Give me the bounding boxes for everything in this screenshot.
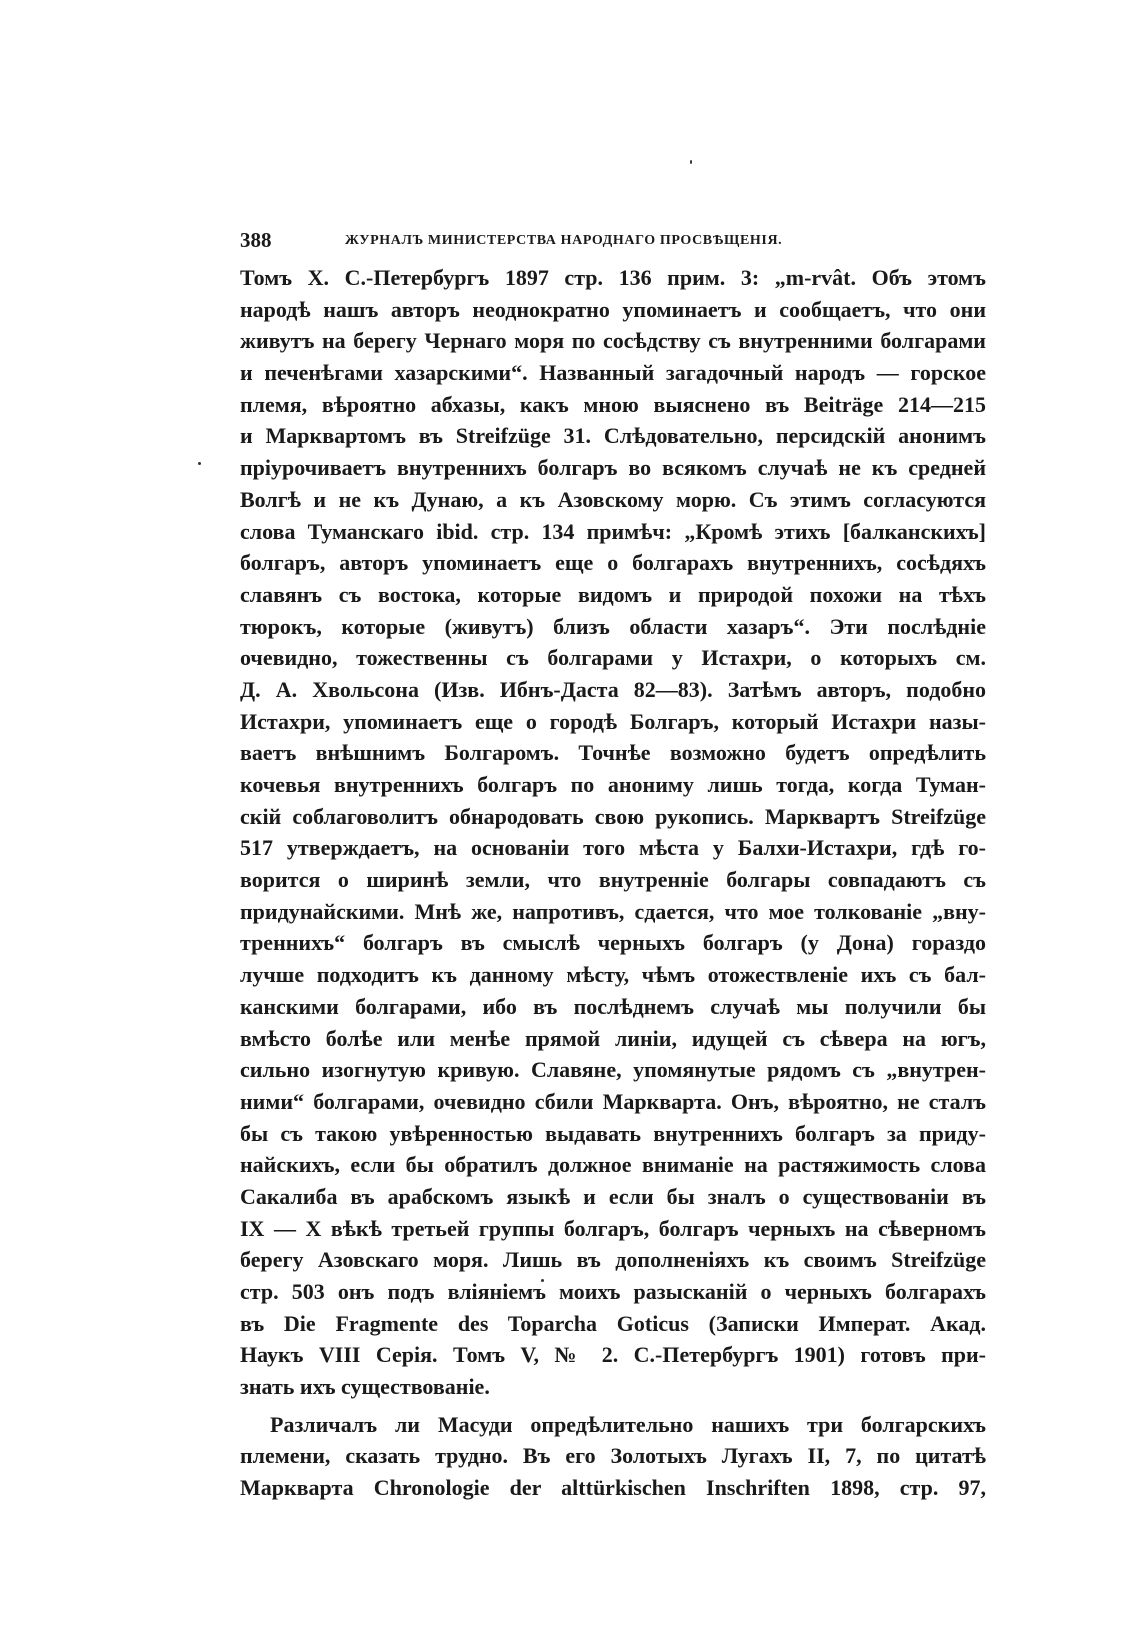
text-line: канскими болгарами, ибо въ послѣднемъ случаѣ мы получили бы	[240, 993, 986, 1019]
text-line: въ Die Fragmente des Toparcha Goticus (Записки Императ. Акад.	[240, 1310, 986, 1336]
text-line: Сакалиба въ арабскомъ языкѣ и если бы зналъ о существованіи въ	[240, 1183, 986, 1209]
text-line: Наукъ VIII Серія. Томъ V, № 2. С.-Петербургъ 1901) готовъ при-	[240, 1342, 986, 1368]
text-line: сильно изогнутую кривую. Славяне, упомянутые рядомъ съ „внутрен-	[240, 1057, 986, 1083]
body-text	[240, 262, 986, 1504]
text-line: и Марквартомъ въ Streifzüge 31. Слѣдовательно, персидскій анонимъ	[240, 423, 986, 449]
text-line: Маркварта Chronologie der alttürkischen Inschriften 1898, стр. 97,	[240, 1475, 986, 1501]
text-line: славянъ съ востока, которые видомъ и природой похожи на тѣхъ	[240, 581, 986, 607]
text-line: Д. А. Хвольсона (Изв. Ибнъ-Даста 82—83). Затѣмъ авторъ, подобно	[240, 676, 986, 702]
text-line: племени, сказать трудно. Въ его Золотыхъ Лугахъ II, 7, по цитатѣ	[240, 1443, 986, 1469]
running-title: ЖУРНАЛЪ МИНИСТЕРСТВА НАРОДНАГО ПРОСВѢЩЕНІЯ.	[345, 233, 783, 248]
text-line: вмѣсто болѣе или менѣе прямой линіи, идущей съ сѣвера на югъ,	[240, 1025, 986, 1051]
text-line: болгаръ, авторъ упоминаетъ еще о болгарахъ внутреннихъ, сосѣдяхъ	[240, 550, 986, 576]
paragraph	[240, 262, 986, 1403]
page-number: 388	[240, 228, 272, 252]
text-line: и печенѣгами хазарскими“. Названный загадочный народъ — горское	[240, 360, 986, 386]
text-line: ними“ болгарами, очевидно сбили Маркварта. Онъ, вѣроятно, не сталъ	[240, 1088, 986, 1114]
text-line: берегу Азовскаго моря. Лишь въ дополненіяхъ къ своимъ Streifzüge	[240, 1247, 986, 1273]
text-line: тюрокъ, которые (живутъ) близъ области хазаръ“. Эти послѣдніе	[240, 613, 986, 639]
text-line: кочевья внутреннихъ болгаръ по анониму лишь тогда, когда Туман-	[240, 772, 986, 797]
text-line: живутъ на берегу Чернаго моря по сосѣдству съ внутренними болгарами	[240, 328, 986, 354]
text-line: стр. 503 онъ подъ вліяніемъ моихъ разысканій о черныхъ болгарахъ	[240, 1279, 986, 1304]
text-line: скій соблаговолитъ обнародовать свою рукопись. Марквартъ Streifzüge	[240, 803, 986, 829]
text-line: пріурочиваетъ внутреннихъ болгаръ во всякомъ случаѣ не къ средней	[240, 455, 986, 481]
text-line: бы съ такою увѣренностью выдавать внутреннихъ болгаръ за приду-	[240, 1120, 986, 1146]
text-line: Различалъ ли Масуди опредѣлительно нашихъ три болгарскихъ	[270, 1411, 986, 1437]
text-line: придунайскими. Мнѣ же, напротивъ, сдается, что мое толкованіе „вну-	[240, 898, 986, 924]
page-header	[240, 228, 980, 258]
text-line: 517 утверждаетъ, на основаніи того мѣста у Балхи-Истахри, гдѣ го-	[240, 835, 986, 861]
text-line: знать ихъ существованіе.	[240, 1374, 490, 1400]
text-line: Томъ X. С.-Петербургъ 1897 стр. 136 прим. 3: „m-rvât. Объ этомъ	[240, 265, 986, 290]
paragraph	[240, 1409, 986, 1504]
text-line: найскихъ, если бы обратилъ должное вниманіе на растяжимость слова	[240, 1152, 986, 1178]
text-line: треннихъ“ болгаръ въ смыслѣ черныхъ болгаръ (у Дона) гораздо	[240, 930, 986, 956]
text-line: ворится о ширинѣ земли, что внутренніе болгары совпадаютъ съ	[240, 867, 986, 893]
text-line: очевидно, тожественны съ болгарами у Истахри, о которыхъ см.	[240, 645, 986, 671]
text-line: Волгѣ и не къ Дунаю, а къ Азовскому морю. Съ этимъ согласуются	[240, 486, 986, 512]
text-line: Истахри, упоминаетъ еще о городѣ Болгаръ, который Истахри назы-	[240, 708, 986, 734]
text-line: племя, вѣроятно абхазы, какъ мною выяснено въ Beiträge 214—215	[240, 391, 986, 417]
text-line: народѣ нашъ авторъ неоднократно упоминаетъ и сообщаетъ, что они	[240, 296, 986, 322]
text-line: лучше подходитъ къ данному мѣсту, чѣмъ отожествленіе ихъ съ бал-	[240, 962, 986, 988]
text-line: IX — X вѣкѣ третьей группы болгаръ, болгаръ черныхъ на сѣверномъ	[240, 1215, 986, 1241]
text-line: ваетъ внѣшнимъ Болгаромъ. Точнѣе возможно будетъ опредѣлить	[240, 740, 986, 766]
text-line: слова Туманскаго ibid. стр. 134 примѣч: „Кромѣ этихъ [балканскихъ]	[240, 518, 986, 544]
